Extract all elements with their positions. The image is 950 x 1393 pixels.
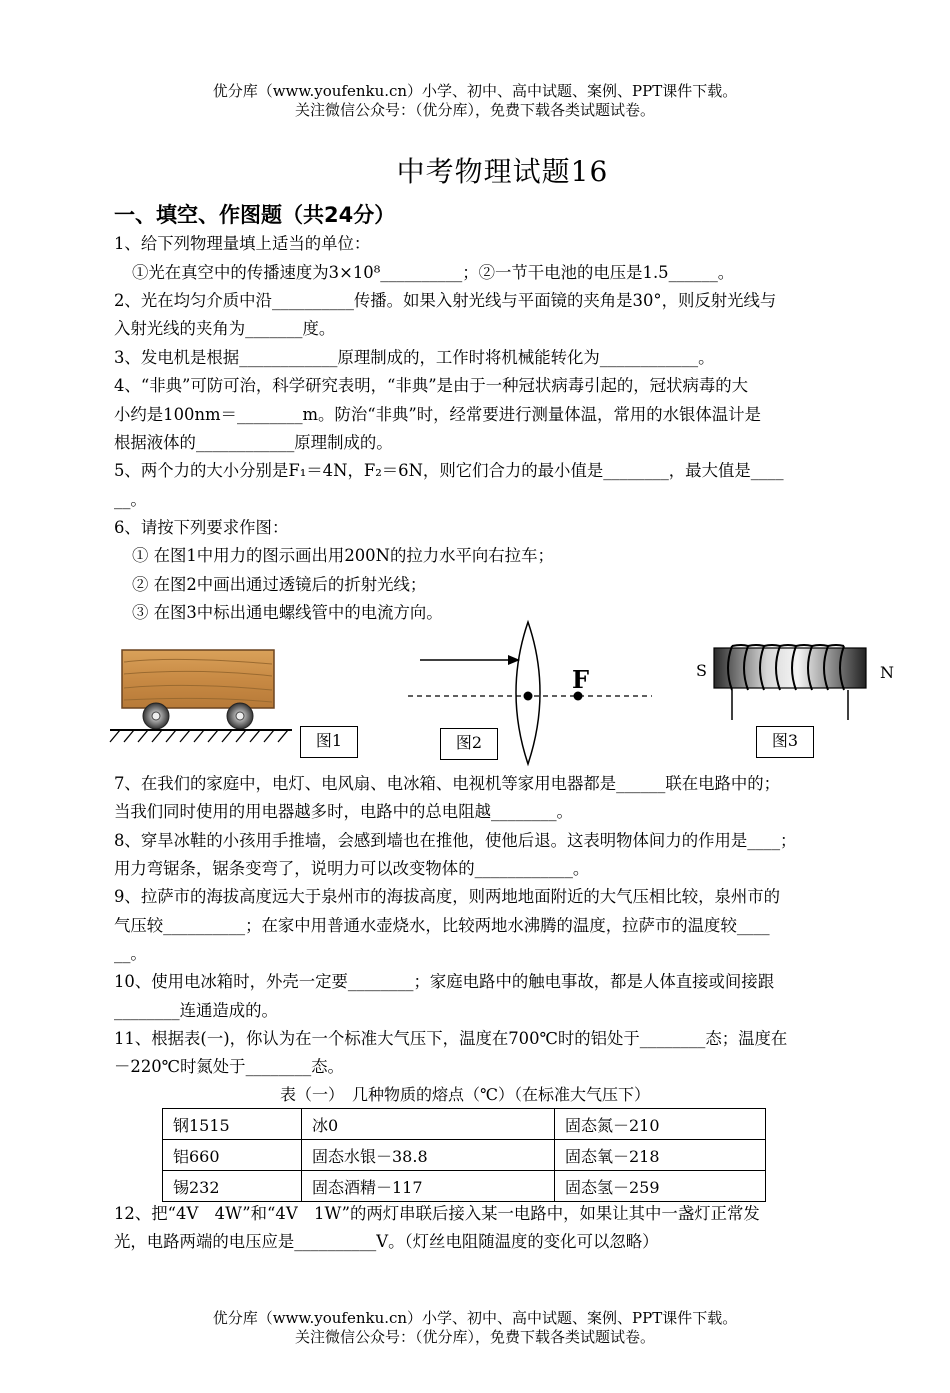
text-line: 4、“非典”可防可治，科学研究表明，“非典”是由于一种冠状病毒引起的，冠状病毒的大	[114, 376, 749, 395]
text-line: 当我们同时使用的用电器越多时，电路中的总电阻越________。	[114, 802, 573, 821]
text-line: 2、光在均匀介质中沿__________传播。如果入射光线与平面镜的夹角是30°，则反射光线与	[114, 291, 777, 310]
text-line: 3、发电机是根据____________原理制成的，工作时将机械能转化为____________。	[114, 348, 715, 367]
table-cell: 固态酒精－117	[302, 1171, 555, 1202]
table-caption: 表（一） 几种物质的熔点（℃）（在标准大气压下）	[280, 1085, 650, 1104]
table-row	[163, 1109, 766, 1140]
text-line: 6、请按下列要求作图：	[114, 518, 289, 537]
figure-2-label: 图2	[440, 728, 498, 760]
text-line: __。	[114, 490, 147, 509]
figure-3-label: 图3	[756, 726, 814, 758]
table-cell: 冰0	[302, 1109, 555, 1140]
text-line: 入射光线的夹角为_______度。	[114, 319, 336, 338]
text-line: 11、根据表(一)，你认为在一个标准大气压下，温度在700℃时的铝处于________态；温度在	[114, 1029, 788, 1048]
table-row	[163, 1140, 766, 1171]
text-line: 9、拉萨市的海拔高度远大于泉州市的海拔高度，则两地地面附近的大气压相比较，泉州市的	[114, 887, 781, 906]
text-line: ①光在真空中的传播速度为3×10⁸__________；②一节干电池的电压是1.5______。	[132, 263, 735, 282]
text-line: ________连通造成的。	[114, 1001, 278, 1020]
header-line-2: 关注微信公众号：（优分库），免费下载各类试题试卷。	[294, 101, 655, 119]
cart-figure	[106, 618, 296, 748]
header-line-1: 优分库（www.youfenku.cn）小学、初中、高中试题、案例、PPT课件下载。	[212, 82, 738, 100]
section-heading: 一、填空、作图题（共24分）	[114, 203, 396, 227]
text-line: 7、在我们的家庭中，电灯、电风扇、电冰箱、电视机等家用电器都是______联在电路中的；	[114, 774, 781, 793]
south-pole-label: S	[696, 661, 707, 680]
table-cell: 锡232	[163, 1171, 302, 1202]
figure-1-label: 图1	[300, 726, 358, 758]
text-line: 用力弯锯条，锯条变弯了，说明力可以改变物体的____________。	[114, 859, 590, 878]
text-line: 小约是100nm＝________m。防治“非典”时，经常要进行测量体温，常用的水银体温计是	[114, 405, 761, 424]
table-cell: 固态氢－259	[555, 1171, 766, 1202]
text-line: 1、给下列物理量填上适当的单位：	[114, 234, 371, 253]
north-pole-label: N	[880, 663, 894, 682]
footer-line-2: 关注微信公众号：（优分库），免费下载各类试题试卷。	[294, 1328, 655, 1346]
text-line: 气压较__________；在家中用普通水壶烧水，比较两地水沸腾的温度，拉萨市的温度较____	[114, 916, 770, 935]
text-line: 光，电路两端的电压应是__________V。（灯丝电阻随温度的变化可以忽略）	[114, 1232, 659, 1251]
table-cell: 固态氧－218	[555, 1140, 766, 1171]
focus-label: F	[572, 665, 590, 694]
table-cell: 固态水银－38.8	[302, 1140, 555, 1171]
table-cell: 固态氮－210	[555, 1109, 766, 1140]
text-line: 10、使用电冰箱时，外壳一定要________；家庭电路中的触电事故，都是人体直接或间接跟	[114, 972, 775, 991]
page-title: 中考物理试题16	[396, 155, 609, 188]
text-line: 5、两个力的大小分别是F₁＝4N，F₂＝6N，则它们合力的最小值是________，最大值是____	[114, 461, 784, 480]
text-line: －220℃时氮处于________态。	[114, 1057, 344, 1076]
footer-line-1: 优分库（www.youfenku.cn）小学、初中、高中试题、案例、PPT课件下载。	[212, 1309, 738, 1327]
text-line: ② 在图2中画出通过透镜后的折射光线；	[132, 575, 427, 594]
table-cell: 钢1515	[163, 1109, 302, 1140]
text-line: 12、把“4V 4W”和“4V 1W”的两灯串联后接入某一电路中，如果让其中一盏灯正常发	[114, 1204, 760, 1223]
text-line: __。	[114, 944, 147, 963]
text-line: 根据液体的____________原理制成的。	[114, 433, 393, 452]
text-line: 8、穿旱冰鞋的小孩用手推墙，会感到墙也在推他，使他后退。这表明物体间力的作用是____；	[114, 831, 797, 850]
text-line: ① 在图1中用力的图示画出用200N的拉力水平向右拉车；	[132, 546, 554, 565]
table-cell: 铝660	[163, 1140, 302, 1171]
melting-point-table	[162, 1108, 766, 1202]
table-row	[163, 1171, 766, 1202]
text-line: ③ 在图3中标出通电螺线管中的电流方向。	[132, 603, 443, 622]
